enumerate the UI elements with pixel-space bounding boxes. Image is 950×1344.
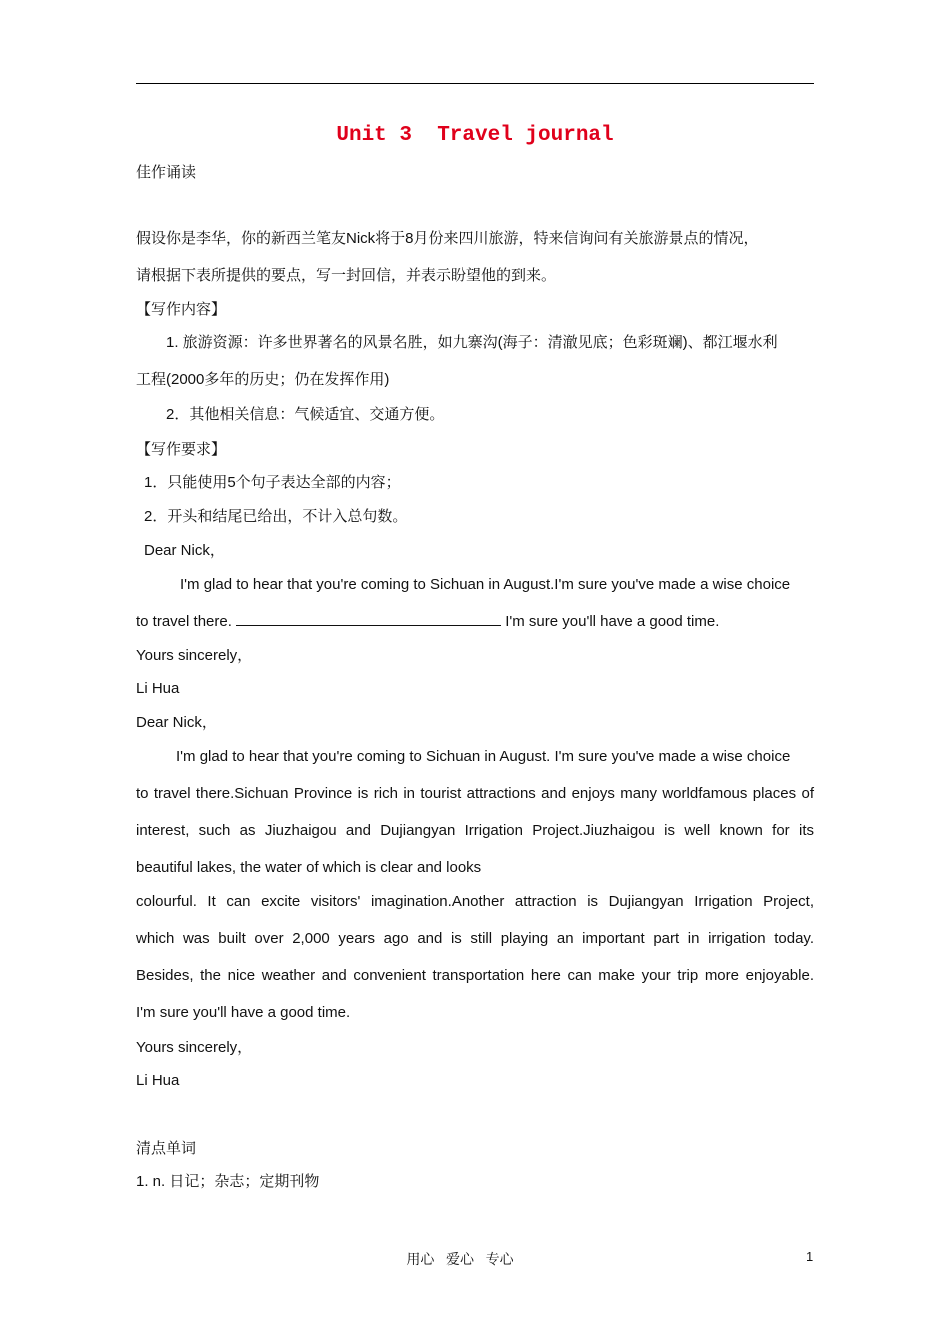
requirement-2: 2．开头和结尾已给出，不计入总句数。 (144, 508, 408, 525)
page-number: 1 (806, 1249, 814, 1264)
section-heading-vocab: 清点单词 (136, 1140, 197, 1157)
model-line-5: colourful. It can excite visitors' imagination.Another attraction is Dujiangyan Irrigation Project, (136, 893, 814, 910)
content-heading: 【写作内容】 (136, 301, 227, 318)
answer-blank (236, 611, 501, 626)
page-title: Unit 3 Travel journal (336, 124, 614, 147)
template-line-2 (136, 611, 719, 632)
template-line-1: I'm glad to hear that you're coming to Sichuan in August.I'm sure you've made a wise choice (180, 576, 791, 593)
model-line-3: interest, such as Jiuzhaigou and Dujiangyan Irrigation Project.Jiuzhaigou is well known for its (136, 822, 814, 839)
prompt-line-2: 请根据下表所提供的要点，写一封回信，并表示盼望他的到来。 (136, 267, 557, 284)
model-greeting: Dear Nick， (136, 714, 217, 731)
section-heading-reading: 佳作诵读 (136, 164, 197, 181)
model-closing: Yours sincerely， (136, 1039, 253, 1056)
requirement-1: 1．只能使用5个句子表达全部的内容； (144, 474, 401, 491)
footer-motto: 用心 爱心 专心 (406, 1251, 514, 1267)
content-item-2: 2．其他相关信息：气候适宜、交通方便。 (166, 406, 445, 423)
model-line-1: I'm glad to hear that you're coming to Sichuan in August. I'm sure you've made a wise choice (176, 748, 791, 765)
header-rule (136, 83, 814, 84)
template-line-2-start: to travel there. (136, 613, 237, 630)
template-greeting: Dear Nick， (144, 542, 225, 559)
model-line-8: I'm sure you'll have a good time. (136, 1004, 351, 1021)
vocab-item-1: 1. n. 日记；杂志；定期刊物 (136, 1173, 320, 1190)
content-item-1-continued: 工程(2000多年的历史；仍在发挥作用) (136, 371, 390, 388)
template-closing: Yours sincerely， (136, 647, 253, 664)
content-item-1: 1. 旅游资源：许多世界著名的风景名胜，如九寨沟(海子：清澈见底；色彩斑斓)、都江堰水利 (166, 334, 778, 351)
template-line-2-end: I'm sure you'll have a good time. (501, 613, 720, 630)
template-signature: Li Hua (136, 680, 180, 697)
model-line-7: Besides, the nice weather and convenient transportation here can make your trip more enjoyable. (136, 967, 814, 984)
model-line-2: to travel there.Sichuan Province is rich in tourist attractions and enjoys many worldfamous places of (136, 785, 814, 802)
prompt-line-1: 假设你是李华，你的新西兰笔友Nick将于8月份来四川旅游，特来信询问有关旅游景点的情况， (136, 230, 759, 247)
model-signature: Li Hua (136, 1072, 180, 1089)
requirements-heading: 【写作要求】 (136, 441, 227, 458)
model-line-6: which was built over 2,000 years ago and is still playing an important part in irrigation today. (136, 930, 814, 947)
model-line-4: beautiful lakes, the water of which is clear and looks (136, 859, 482, 876)
